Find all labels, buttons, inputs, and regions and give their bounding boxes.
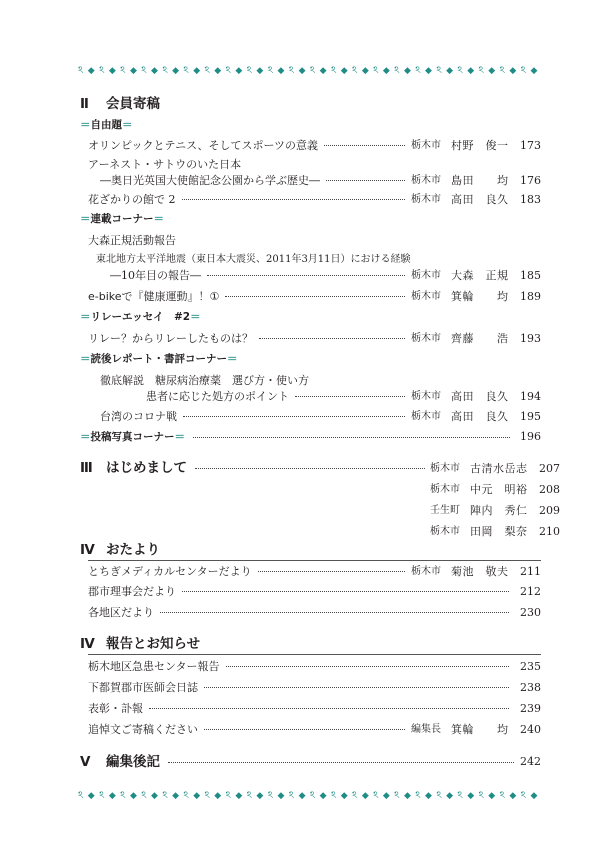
ornament-glyph: ঽ: [183, 790, 189, 801]
entry-author: 田岡 梨奈: [470, 525, 528, 538]
entry-page: 242: [520, 755, 541, 768]
ornament-glyph: ঽ: [183, 65, 189, 76]
ornament-diamond: ◆: [488, 66, 496, 76]
ornament-glyph: ঽ: [373, 65, 379, 76]
dot-leader: [182, 199, 406, 200]
ornament-diamond: ◆: [446, 791, 454, 801]
ornament-diamond: ◆: [193, 791, 201, 801]
ornament-diamond: ◆: [172, 66, 180, 76]
section-rule: [88, 560, 541, 561]
ornament-diamond: ◆: [425, 791, 432, 801]
ornament-glyph: ঽ: [394, 790, 400, 801]
entry-city: 栃木市: [411, 194, 441, 205]
ornament-glyph: ঽ: [99, 790, 105, 801]
entry-page: 183: [520, 193, 541, 206]
ornament-glyph: ঽ: [99, 65, 105, 76]
entry-author: 高田 良久: [451, 193, 509, 206]
toc-entry-relay[interactable]: [88, 331, 541, 346]
ornament-glyph: ঽ: [394, 65, 400, 76]
ornament-diamond: ◆: [425, 66, 432, 76]
entry-page: 176: [520, 174, 541, 187]
dot-leader: [225, 296, 405, 297]
entry-title: リレー？からリレーしたものは？: [88, 332, 253, 345]
ornament-glyph: ঽ: [141, 790, 147, 801]
toc-entry-omori-heading: 大森正規活動報告: [88, 234, 176, 247]
section-title: 編集後記: [106, 754, 160, 770]
ornament-diamond: ◆: [193, 66, 201, 76]
ornament-diamond: ◆: [129, 791, 137, 801]
entry-title: とちぎメディカルセンターだより: [88, 565, 252, 578]
entry-title: 花ざかりの館で 2: [88, 193, 176, 206]
entry-page: 207: [539, 462, 560, 475]
entry-city: 栃木市: [411, 391, 441, 402]
ornament-diamond: ◆: [256, 791, 264, 801]
ornament-glyph: ঽ: [267, 790, 274, 801]
ornament-glyph: ঽ: [267, 65, 274, 76]
dot-leader: [183, 416, 405, 417]
entry-page: 235: [520, 660, 541, 673]
ornament-glyph: ঽ: [204, 65, 210, 76]
entry-author: 箕輪 均: [451, 723, 509, 736]
ornament-glyph: ঽ: [520, 790, 527, 801]
ornament-glyph: ঽ: [499, 790, 505, 801]
toc-entry-hajime-1[interactable]: [430, 461, 560, 476]
ornament-glyph: ঽ: [330, 65, 337, 76]
toc-entry-hajime-2[interactable]: [430, 482, 560, 497]
dot-leader: [258, 571, 405, 572]
dot-leader: [326, 180, 405, 181]
entry-title: オリンピックとテニス、そしてスポーツの意義: [88, 139, 319, 152]
dot-leader: [204, 729, 405, 730]
dot-leader: [149, 708, 509, 709]
ornament-diamond: ◆: [382, 66, 390, 76]
section-title: 報告とお知らせ: [106, 636, 201, 652]
sub-heading-rensai: ＝連載コーナー＝: [80, 213, 164, 225]
dot-leader: [195, 468, 425, 469]
entry-title: e-bikeで『健康運動』！①: [88, 290, 220, 303]
ornament-glyph: ঽ: [309, 65, 316, 76]
ornament-glyph: ঽ: [352, 65, 358, 76]
ornament-glyph: ঽ: [141, 65, 147, 76]
entry-author: 村野 俊一: [451, 139, 509, 152]
ornament-diamond: ◆: [87, 66, 95, 76]
entry-author: 島田 均: [451, 174, 509, 187]
section-title: 会員寄稿: [106, 96, 160, 112]
entry-city: 栃木市: [411, 411, 441, 422]
ornament-glyph: ঽ: [225, 790, 231, 801]
entry-page: 173: [520, 139, 541, 152]
ornament-diamond: ◆: [530, 791, 538, 801]
ornament-diamond: ◆: [403, 791, 411, 801]
dot-leader: [324, 145, 405, 146]
ornament-glyph: ঽ: [120, 65, 126, 76]
toc-entry-hanazakari[interactable]: [88, 192, 541, 207]
entry-page: 189: [520, 290, 541, 303]
toc-entry-tohoku-title: 東北地方太平洋地震（東日本大震災、2011年3月11日）における経験: [96, 254, 411, 265]
ornament-glyph: ঽ: [436, 790, 442, 801]
entry-author: 大森 正規: [451, 269, 509, 282]
toc-entry-kyukan[interactable]: [88, 659, 541, 674]
ornament-glyph: ঽ: [478, 65, 484, 76]
dot-leader: [207, 275, 405, 276]
dot-leader: [259, 338, 405, 339]
ornament-diamond: ◆: [403, 66, 411, 76]
ornament-glyph: ঽ: [415, 65, 421, 76]
ornament-diamond: ◆: [361, 66, 369, 76]
ornament-diamond: ◆: [340, 66, 348, 76]
entry-city: 栃木市: [411, 140, 441, 151]
dot-leader: [193, 437, 510, 438]
section-title: おたより: [106, 542, 160, 558]
ornament-diamond: ◆: [108, 791, 116, 801]
entry-page: 211: [520, 565, 541, 578]
entry-subtitle: ―10年目の報告―: [110, 269, 201, 282]
ornament-diamond: ◆: [446, 66, 454, 76]
section-2-heading: Ⅱ 会員寄稿: [80, 96, 160, 112]
ornament-diamond: ◆: [151, 66, 158, 76]
ornament-diamond: ◆: [214, 791, 222, 801]
entry-city: 栃木市: [430, 526, 460, 537]
toc-entry-hajime-4[interactable]: [430, 524, 560, 539]
ornament-glyph: ঽ: [330, 790, 337, 801]
ornament-diamond: ◆: [509, 66, 517, 76]
toc-entry-ebike[interactable]: [88, 289, 541, 304]
entry-city: 栃木市: [411, 270, 441, 281]
ornament-diamond: ◆: [256, 66, 264, 76]
ornament-diamond: ◆: [467, 791, 475, 801]
toc-entry-satow[interactable]: [100, 173, 541, 188]
entry-city: 栃木市: [411, 333, 441, 344]
entry-city: 壬生町: [430, 505, 460, 516]
entry-page: 194: [520, 390, 541, 403]
entry-author: 高田 良久: [451, 390, 509, 403]
ornament-glyph: ঽ: [520, 65, 527, 76]
section-5-heading[interactable]: Ⅴ 編集後記 242: [80, 754, 541, 770]
ornament-diamond: ◆: [277, 66, 285, 76]
ornament-diamond: ◆: [319, 66, 327, 76]
ornament-glyph: ঽ: [225, 65, 231, 76]
entry-subtitle: ―奥日光英国大使館記念公園から学ぶ歴史―: [100, 174, 320, 187]
entry-page: 238: [520, 681, 541, 694]
bottom-ornament-border: [78, 788, 538, 804]
ornament-glyph: ঽ: [436, 65, 442, 76]
ornament-diamond: ◆: [151, 791, 158, 801]
ornament-glyph: ঽ: [288, 790, 295, 801]
ornament-glyph: ঽ: [309, 790, 316, 801]
ornament-diamond: ◆: [319, 791, 327, 801]
toc-entry-nisshi[interactable]: [88, 680, 541, 695]
toc-entry-olympic[interactable]: [88, 138, 541, 153]
ornament-glyph: ঽ: [478, 790, 484, 801]
ornament-glyph: ঽ: [246, 790, 253, 801]
entry-city: 栃木市: [411, 566, 441, 577]
entry-title: 下都賀郡市医師会日誌: [88, 681, 198, 694]
entry-page: 209: [539, 504, 560, 517]
ornament-diamond: ◆: [87, 791, 95, 801]
dot-leader: [168, 762, 514, 763]
ornament-diamond: ◆: [214, 66, 222, 76]
entry-city: 栃木市: [411, 291, 441, 302]
entry-page: 230: [520, 606, 541, 619]
entry-page: 208: [539, 483, 560, 496]
entry-city: 栃木市: [430, 484, 460, 495]
ornament-diamond: ◆: [530, 66, 538, 76]
dot-leader: [295, 396, 405, 397]
ornament-diamond: ◆: [129, 66, 137, 76]
dot-leader: [226, 666, 509, 667]
ornament-diamond: ◆: [298, 791, 306, 801]
toc-entry-tochigi-mc[interactable]: [88, 564, 541, 579]
entry-author: 菊池 敬夫: [451, 565, 509, 578]
entry-title: 栃木地区急患センター報告: [88, 660, 220, 673]
sub-heading-dokugo: ＝読後レポート・書評コーナー＝: [80, 353, 238, 365]
entry-city: 栃木市: [430, 463, 460, 474]
ornament-glyph: ঽ: [457, 65, 463, 76]
ornament-diamond: ◆: [172, 791, 180, 801]
entry-page: 210: [539, 525, 560, 538]
sub-heading-relay: ＝リレーエッセイ #2＝: [80, 311, 201, 323]
entry-page: 193: [520, 332, 541, 345]
dot-leader: [204, 687, 509, 688]
entry-author: 高田 良久: [451, 410, 509, 423]
ornament-glyph: ঽ: [162, 790, 168, 801]
entry-author: 齊藤 浩: [451, 332, 509, 345]
entry-page: 239: [520, 702, 541, 715]
toc-entry-hyosho[interactable]: [88, 701, 541, 716]
ornament-diamond: ◆: [298, 66, 306, 76]
toc-entry-tohoku[interactable]: [110, 268, 541, 283]
entry-page: 185: [520, 269, 541, 282]
toc-entry-tettei-title: 徹底解説 糖尿病治療薬 選び方・使い方: [100, 374, 309, 387]
entry-title: 追悼文ご寄稿ください: [88, 723, 198, 736]
sub-heading-toko[interactable]: ＝ 投稿写真コーナー ＝ 196: [80, 430, 541, 443]
ornament-diamond: ◆: [277, 791, 285, 801]
entry-subtitle: 患者に応じた処方のポイント: [146, 390, 289, 403]
ornament-diamond: ◆: [488, 791, 496, 801]
top-ornament-border: [78, 63, 538, 79]
toc-entry-tettei[interactable]: [146, 389, 541, 404]
toc-entry-kakuchiku[interactable]: [88, 605, 541, 620]
ornament-glyph: ঽ: [457, 790, 463, 801]
section-3-heading: Ⅲ はじめまして: [80, 459, 431, 477]
toc-entry-hajime-3[interactable]: [430, 503, 560, 518]
entry-city: 栃木市: [411, 175, 441, 186]
entry-author: 陣内 秀仁: [470, 504, 528, 517]
ornament-diamond: ◆: [235, 66, 243, 76]
ornament-glyph: ঽ: [373, 790, 379, 801]
ornament-glyph: ঽ: [78, 65, 84, 76]
entry-author: 古清水岳志: [470, 462, 528, 475]
sub-heading-jiyudai: ＝自由題＝: [80, 119, 133, 131]
section-4-heading-hokoku: Ⅳ 報告とお知らせ: [80, 636, 201, 652]
entry-page: 240: [520, 723, 541, 736]
ornament-diamond: ◆: [382, 791, 390, 801]
ornament-glyph: ঽ: [246, 65, 253, 76]
ornament-glyph: ঽ: [78, 790, 84, 801]
entry-title: 表彰・訃報: [88, 702, 143, 715]
ornament-diamond: ◆: [108, 66, 116, 76]
entry-page: 195: [520, 410, 541, 423]
entry-page: 196: [520, 430, 541, 443]
dot-leader: [160, 612, 509, 613]
ornament-glyph: ঽ: [499, 65, 505, 76]
entry-title: 各地区だより: [88, 606, 154, 619]
ornament-diamond: ◆: [467, 66, 475, 76]
ornament-glyph: ঽ: [352, 790, 358, 801]
ornament-glyph: ঽ: [288, 65, 295, 76]
entry-city: 編集長: [411, 724, 441, 735]
section-4-heading-otayori: Ⅳ おたより: [80, 542, 160, 558]
ornament-diamond: ◆: [235, 791, 243, 801]
entry-author: 箕輪 均: [451, 290, 509, 303]
entry-title: 郡市理事会だより: [88, 585, 176, 598]
toc-entry-tsuito[interactable]: [88, 722, 541, 737]
ornament-diamond: ◆: [361, 791, 369, 801]
entry-page: 212: [520, 585, 541, 598]
ornament-glyph: ঽ: [162, 65, 168, 76]
dot-leader: [182, 591, 509, 592]
ornament-glyph: ঽ: [204, 790, 210, 801]
ornament-diamond: ◆: [509, 791, 517, 801]
ornament-glyph: ঽ: [415, 790, 421, 801]
section-rule: [88, 654, 541, 655]
entry-title: 台湾のコロナ戦: [100, 410, 177, 423]
ornament-glyph: ঽ: [120, 790, 126, 801]
entry-author: 中元 明裕: [470, 483, 528, 496]
section-title: はじめまして: [106, 460, 187, 476]
toc-entry-satow-title: アーネスト・サトウのいた日本: [88, 158, 242, 171]
ornament-diamond: ◆: [340, 791, 348, 801]
toc-entry-taiwan[interactable]: [100, 409, 541, 424]
toc-entry-gunshi[interactable]: [88, 584, 541, 599]
